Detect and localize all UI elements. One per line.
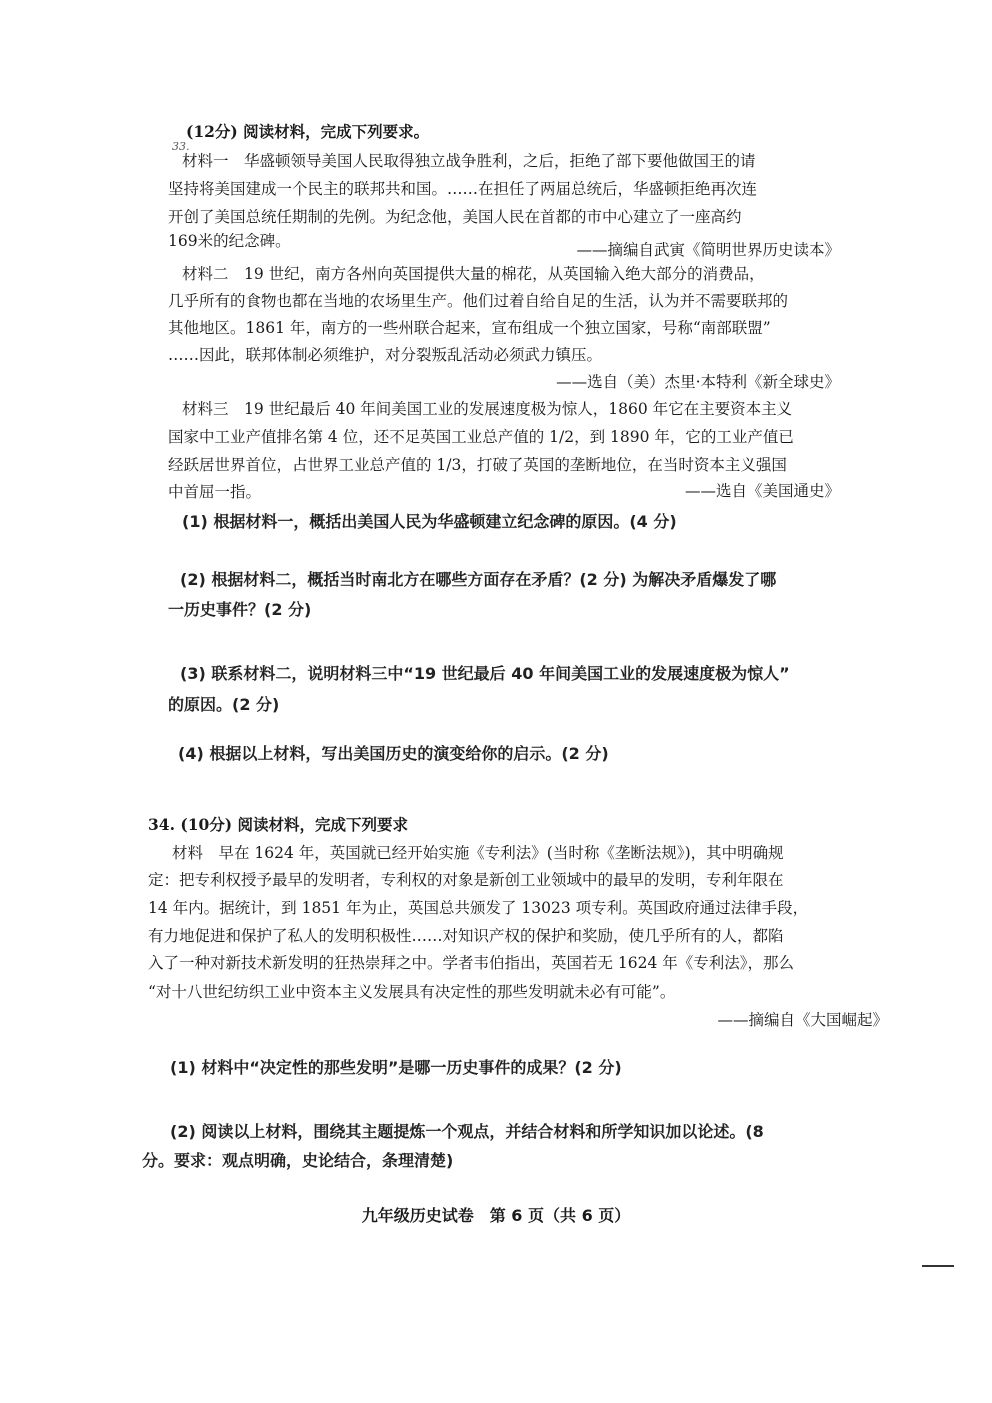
question-34-1: (1) 材料中“决定性的那些发明”是哪一历史事件的成果？(2 分) xyxy=(170,1058,622,1077)
question-33-1: (1) 根据材料一，概括出美国人民为华盛顿建立纪念碑的原因。(4 分) xyxy=(182,512,677,531)
material-source: ——摘编自《大国崛起》 xyxy=(717,1011,888,1029)
page-footer: 九年级历史试卷 第 6 页（共 6 页） xyxy=(361,1206,631,1225)
material-line: 材料 早在 1624 年，英国就已经开始实施《专利法》(当时称《垄断法规》)，其中明确规 xyxy=(172,844,784,862)
material-line: “对十八世纪纺织工业中资本主义发展具有决定性的那些发明就未必有可能”。 xyxy=(148,983,676,1001)
margin-note: 33. xyxy=(172,140,190,153)
question-33-4: (4) 根据以上材料，写出美国历史的演变给你的启示。(2 分) xyxy=(178,744,609,763)
material-1-line: 开创了美国总统任期制的先例。为纪念他，美国人民在首都的市中心建立了一座高约 xyxy=(168,208,742,226)
material-line: 定：把专利权授予最早的发明者，专利权的对象是新创工业领域中的最早的发明，专利年限在 xyxy=(148,871,784,889)
material-2-line: 材料二 19 世纪，南方各州向英国提供大量的棉花，从英国输入绝大部分的消费品， xyxy=(182,265,765,283)
material-line: 14 年内。据统计，到 1851 年为止，英国总共颁发了 13023 项专利。英国政府通过法律手段， xyxy=(148,899,809,917)
question-33-3-cont: 的原因。(2 分) xyxy=(168,695,280,714)
material-3-line: 国家中工业产值排名第 4 位，还不足英国工业总产值的 1/2，到 1890 年，它的工业产值已 xyxy=(168,428,794,446)
material-1-source: ——摘编自武寅《简明世界历史读本》 xyxy=(576,241,840,259)
material-1-line: 169米的纪念碑。 xyxy=(168,232,291,250)
question-34-header: 34. (10分) 阅读材料，完成下列要求 xyxy=(148,815,408,834)
material-2-line: ……因此，联邦体制必须维护，对分裂叛乱活动必须武力镇压。 xyxy=(168,346,603,364)
question-33-2: (2) 根据材料二，概括当时南北方在哪些方面存在矛盾？(2 分) 为解决矛盾爆发了哪 xyxy=(180,570,777,589)
question-33-3: (3) 联系材料二，说明材料三中“19 世纪最后 40 年间美国工业的发展速度极为惊人” xyxy=(180,664,790,683)
divider xyxy=(922,1265,954,1267)
material-line: 入了一种对新技术新发明的狂热崇拜之中。学者韦伯指出，英国若无 1624 年《专利法》，那么 xyxy=(148,954,795,972)
material-2-line: 其他地区。1861 年，南方的一些州联合起来，宣布组成一个独立国家，号称“南部联盟” xyxy=(168,319,771,337)
material-1-line: 坚持将美国建成一个民主的联邦共和国。……在担任了两届总统后，华盛顿拒绝再次连 xyxy=(168,180,758,198)
question-33-2-cont: 一历史事件？(2 分) xyxy=(168,600,312,619)
question-33-header: (12分) 阅读材料，完成下列要求。 xyxy=(186,122,430,141)
question-34-2: (2) 阅读以上材料，围绕其主题提炼一个观点，并结合材料和所学知识加以论述。(8 xyxy=(170,1122,764,1141)
material-3-line: 材料三 19 世纪最后 40 年间美国工业的发展速度极为惊人，1860 年它在主要资本主义 xyxy=(182,400,793,418)
material-1-line: 材料一 华盛顿领导美国人民取得独立战争胜利，之后，拒绝了部下要他做国王的请 xyxy=(182,152,756,170)
material-3-line: 中首屈一指。 xyxy=(168,483,262,501)
material-2-source: ——选自（美）杰里·本特利《新全球史》 xyxy=(556,373,840,391)
question-34-2-cont: 分。要求：观点明确，史论结合，条理清楚) xyxy=(142,1151,454,1170)
material-3-line: 经跃居世界首位，占世界工业总产值的 1/3，打破了英国的垄断地位，在当时资本主义强国 xyxy=(168,456,787,474)
material-2-line: 几乎所有的食物也都在当地的农场里生产。他们过着自给自足的生活，认为并不需要联邦的 xyxy=(168,292,789,310)
material-line: 有力地促进和保护了私人的发明积极性……对知识产权的保护和奖励，使几乎所有的人，都陷 xyxy=(148,927,784,945)
material-3-source: ——选自《美国通史》 xyxy=(684,482,840,500)
